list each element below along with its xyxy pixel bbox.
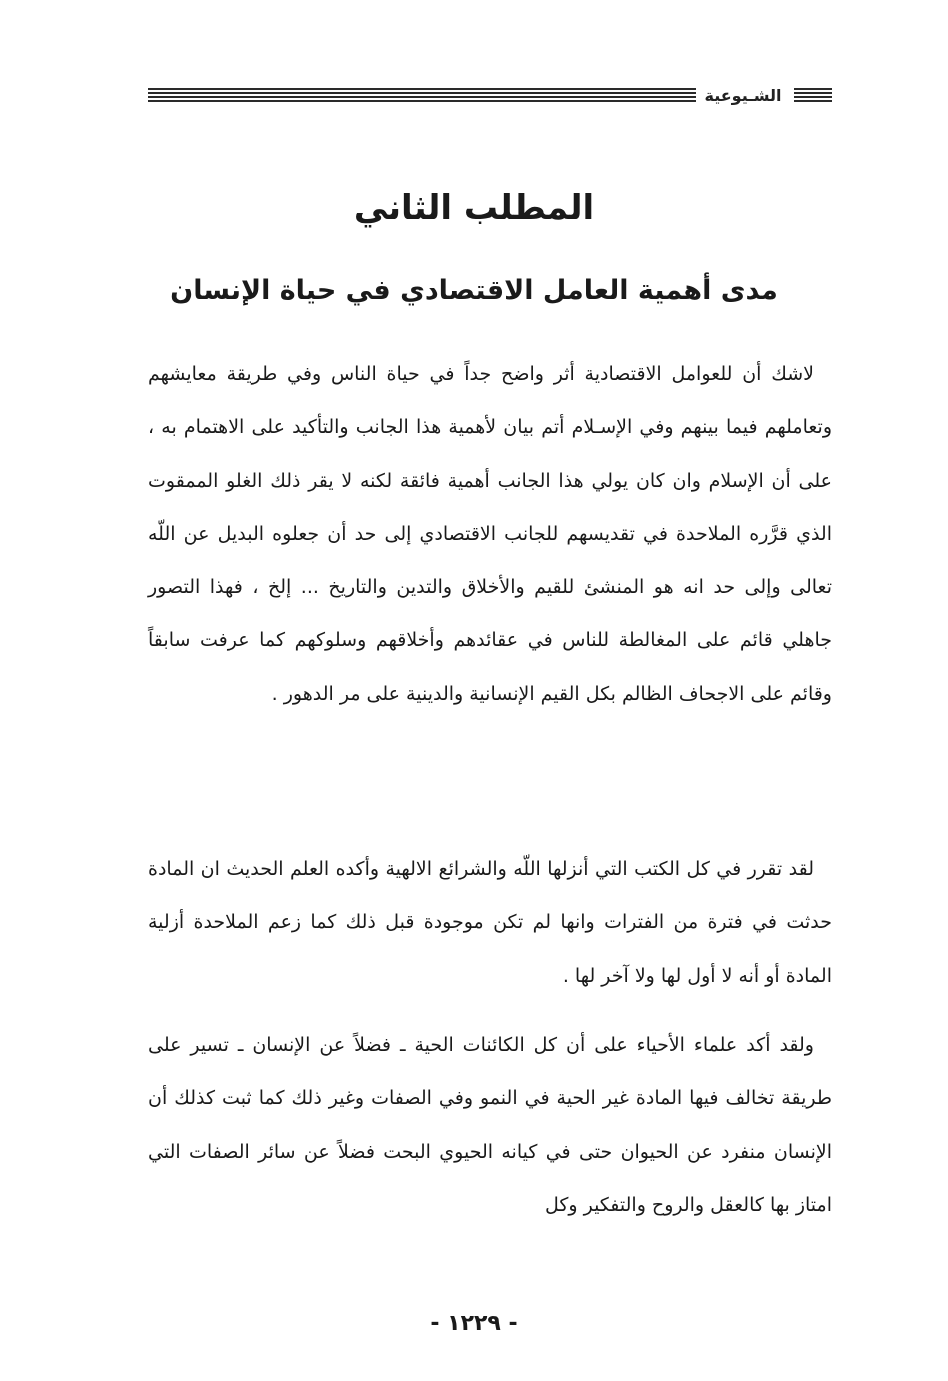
running-header <box>148 84 832 108</box>
page-number: - ١٢٢٩ - <box>430 1311 518 1336</box>
header-rule-decoration <box>148 88 696 104</box>
running-header-title: الشـيوعية <box>704 86 782 105</box>
body-paragraph: لاشك أن للعوامل الاقتصادية أثر واضح جداً في حياة الناس وفي طريقة معايشهم وتعاملهم فيما بينهم وفي الإسـلام أتم بيان لأهمية هذا الجانب والتأكيد على الاهتمام به ، على أن الإسلام وان كان يولي هذا الجانب أهمية فائقة لكنه لا يقر ذلك الغلو الممقوت الذي قرَّره الملاحدة في تقديسهم للجانب الاقتصادي إلى حد أن جعلوه البديل عن اللّه تعالى وإلى حد انه هو المنشئ للقيم والأخلاق والتدين والتاريخ ... إلخ ، فهذا التصور جاهلي قائم على المغالطة للناس في عقائدهم وأخلاقهم وسلوكهم كما عرفت سابقاً وقائم على الاجحاف الظالم بكل القيم الإنسانية والدينية على مر الدهور . <box>148 363 832 705</box>
body-paragraph: لقد تقرر في كل الكتب التي أنزلها اللّه والشرائع الالهية وأكده العلم الحديث ان المادة حدثت في فترة من الفترات وانها لم تكن موجودة قبل ذلك كما زعم الملاحدة أزلية المادة أو أنه لا أول لها ولا آخر لها . <box>148 858 832 987</box>
section-subtitle: مدى أهمية العامل الاقتصادي في حياة الإنسان <box>170 275 778 306</box>
body-paragraph: ولقد أكد علماء الأحياء على أن كل الكائنات الحية ـ فضلاً عن الإنسان ـ تسير على طريقة تخالف فيها المادة غير الحية في النمو وفي الصفات وغير ذلك كما ثبت كذلك أن الإنسان منفرد عن الحيوان حتى في كيانه الحيوي البحت فضلاً عن سائر الصفات التي امتاز بها كالعقل والروح والتفكير وكل <box>148 1034 832 1216</box>
section-title: المطلب الثاني <box>353 188 595 228</box>
header-rule-decoration-short <box>794 88 832 104</box>
